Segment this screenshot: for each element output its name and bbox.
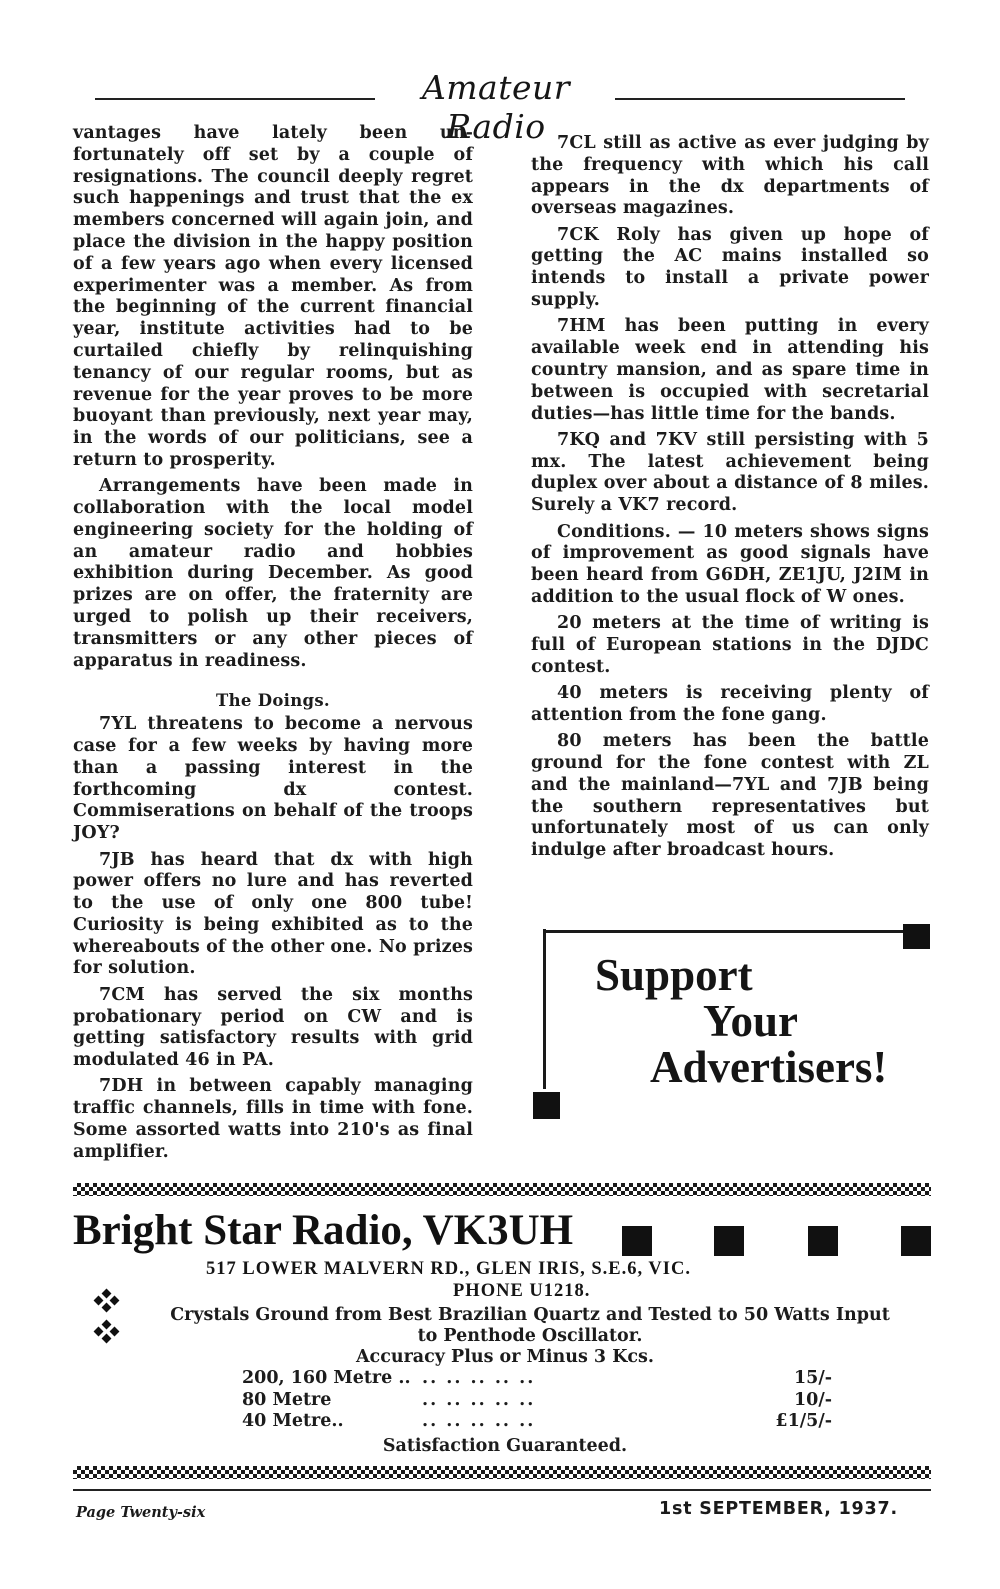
advert-square-2 (714, 1226, 744, 1256)
footer-rule (73, 1489, 931, 1491)
price-row (242, 1390, 832, 1412)
support-line-1: Support (595, 950, 753, 1000)
right-paragraph-conditions: Conditions. — 10 meters shows signs of improvement as good signals have been heard from G6DH, ZE1JU, J2IM in addition to the usual flock of W ones. (531, 521, 929, 607)
advert-square-3 (808, 1226, 838, 1256)
right-paragraph-20m: 20 meters at the time of writing is full of European stations in the DJDC contest. (531, 613, 929, 677)
right-paragraph-7cl: 7CL still as active as ever judging by the frequency with which his call appears in the dx departments of overseas magazines. (531, 133, 929, 219)
right-paragraph-7ck: 7CK Roly has given up hope of getting the AC mains installed so intends to install a private power supply. (531, 224, 929, 311)
header-rule-left (95, 98, 375, 100)
support-line-2: Your (703, 996, 799, 1046)
box-horizontal-rule (543, 930, 907, 933)
checker-border-bottom (73, 1466, 931, 1479)
box-vertical-rule (543, 929, 546, 1089)
box-corner-square-bottom (533, 1092, 560, 1119)
support-line-3: Advertisers! (650, 1042, 888, 1092)
right-paragraph-80m: 80 meters has been the battle ground for the fone contest with ZL and the mainland—7YL and 7JB being the southern representatives but unfortunately most of us can only indulge after broadcast hours. (531, 731, 929, 861)
right-paragraph-7kq: 7KQ and 7KV still persisting with 5 mx. The latest achievement being duplex over about a distance of 8 miles. Surely a VK7 record. (531, 429, 929, 516)
price-band: 200, 160 Metre .. (242, 1368, 411, 1388)
price-leader: .. .. .. .. .. (422, 1411, 536, 1431)
price-row (242, 1368, 832, 1390)
price-leader: .. .. .. .. .. (422, 1389, 536, 1410)
left-paragraph-2: Arrangements have been made in collaboration with the local model engineering society for the holding of an amateur radio and hobbies exhibition during December. As good prizes are on offer, the fraternity are urged to polish up their receivers, transmitters or any other pieces of apparatus in readiness. (73, 476, 473, 671)
price-row (242, 1411, 832, 1433)
right-paragraph-7hm: 7HM has been putting in every available week end in attending his country mansion, and as spare time in between is occupied with secretarial duties—has little time for the bands. (531, 316, 929, 424)
header-rule-right (615, 98, 905, 100)
left-column (73, 123, 473, 1168)
price-band: 80 Metre (242, 1389, 332, 1410)
right-column (531, 133, 929, 867)
left-paragraph-7yl: 7YL threatens to become a nervous case for a few weeks by having more than a passing interest in the forthcoming dx contest. Commiserations on behalf of the troops JOY? (73, 714, 473, 844)
advert-address: 517 LOWER MALVERN RD., GLEN IRIS, S.E.6, VIC. (206, 1259, 691, 1279)
advert-phone: PHONE U1218. (453, 1281, 591, 1301)
advert-square-4 (901, 1226, 931, 1256)
page-number: Page Twenty-six (76, 1504, 206, 1521)
advert-oscillator-line: to Penthode Oscillator. (417, 1326, 643, 1346)
price-value: 15/- (793, 1368, 832, 1388)
issue-date: 1st SEPTEMBER, 1937. (659, 1499, 898, 1519)
advert-title: Bright Star Radio, VK3UH (73, 1207, 574, 1254)
diamond-ornament-icon (93, 1290, 121, 1312)
advert-crystals-line: Crystals Ground from Best Brazilian Quartz and Tested to 50 Watts Input (170, 1305, 890, 1325)
price-leader: .. .. .. .. .. (422, 1368, 536, 1388)
price-value: £1/5/- (775, 1411, 832, 1431)
price-band: 40 Metre.. (242, 1411, 344, 1431)
checker-border-top (73, 1183, 931, 1196)
box-corner-square-top (903, 924, 930, 949)
page-header (95, 68, 905, 146)
advert-square-1 (622, 1226, 652, 1256)
price-value: 10/- (793, 1389, 832, 1410)
masthead-title: Amateur Radio (421, 68, 571, 146)
advert-guarantee: Satisfaction Guaranteed. (382, 1436, 628, 1456)
right-paragraph-40m: 40 meters is receiving plenty of attention from the fone gang. (531, 683, 929, 725)
diamond-ornament-icon (93, 1321, 121, 1343)
left-paragraph-7dh: 7DH in between capably managing traffic channels, fills in time with fone. Some assorted watts into 210's as final amplifier. (73, 1076, 473, 1162)
price-list (242, 1368, 832, 1433)
support-advertisers-box (533, 924, 930, 1119)
left-paragraph-1: vantages have lately been un-fortunately off set by a couple of resignations. The council deeply regret such happenings and trust that the ex members concerned will again join, and place the division in the happy position of a few years ago when every licensed experimenter was a member. As from the beginning of the current financial year, institute activities had to be curtailed chiefly by relinquishing tenancy of our regular rooms, but as revenue for the year proves to be more buoyant than previously, next year may, in the words of our politicians, see a return to prosperity. (73, 123, 473, 470)
doings-subheading: The Doings. (216, 691, 330, 711)
advert-accuracy-line: Accuracy Plus or Minus 3 Kcs. (355, 1347, 655, 1367)
left-paragraph-7jb: 7JB has heard that dx with high power offers no lure and has reverted to the use of only one 800 tube! Curiosity is being exhibited as to the whereabouts of the other one. No prizes for solution. (73, 849, 473, 979)
left-paragraph-7cm: 7CM has served the six months probationary period on CW and is getting satisfactory results with grid modulated 46 in PA. (73, 984, 473, 1071)
